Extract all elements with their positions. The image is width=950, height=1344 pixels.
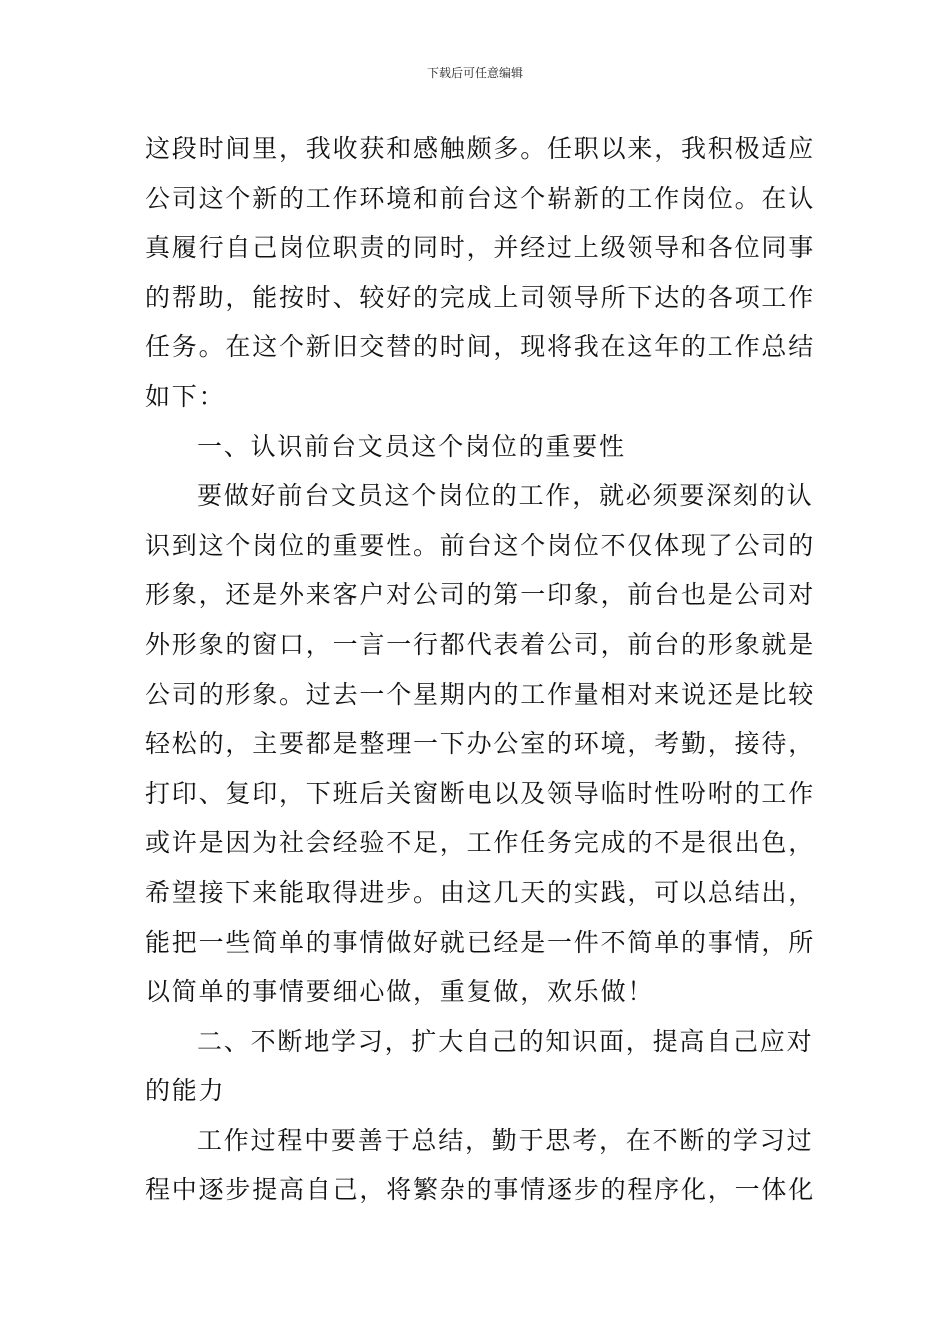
text-line: 公司的形象。过去一个星期内的工作量相对来说还是比较 [145,679,816,709]
document-body [145,124,816,1215]
text-line: 形象，还是外来客户对公司的第一印象，前台也是公司对 [145,580,816,610]
text-line: 打印、复印，下班后关窗断电以及领导临时性吩咐的工作 [145,778,816,808]
text-line: 公司这个新的工作环境和前台这个崭新的工作岗位。在认 [145,183,816,213]
text-line: 或许是因为社会经验不足，工作任务完成的不是很出色， [145,828,816,858]
text-line: 以简单的事情要细心做，重复做，欢乐做！ [145,977,655,1007]
text-line: 工作过程中要善于总结，勤于思考，在不断的学习过 [197,1125,814,1155]
text-line: 希望接下来能取得进步。由这几天的实践，可以总结出， [145,877,816,907]
text-line: 如下： [145,381,226,411]
text-line: 识到这个岗位的重要性。前台这个岗位不仅体现了公司的 [145,530,816,560]
text-line: 真履行自己岗位职责的同时，并经过上级领导和各位同事 [145,233,816,263]
page-header-note: 下载后可任意编辑 [426,66,523,80]
section-heading-2: 二、不断地学习，扩大自己的知识面，提高自己应对 [197,1026,814,1056]
text-line: 的能力 [145,1076,226,1106]
text-line: 要做好前台文员这个岗位的工作，就必须要深刻的认 [197,481,814,511]
text-line: 能把一些简单的事情做好就已经是一件不简单的事情，所 [145,927,816,957]
text-line: 任务。在这个新旧交替的时间，现将我在这年的工作总结 [145,332,816,362]
text-line: 轻松的，主要都是整理一下办公室的环境，考勤，接待， [145,729,816,759]
text-line: 这段时间里，我收获和感触颇多。任职以来，我积极适应 [145,134,816,163]
text-line: 外形象的窗口，一言一行都代表着公司，前台的形象就是 [145,629,816,659]
text-line: 的帮助，能按时、较好的完成上司领导所下达的各项工作 [145,282,816,312]
text-line: 程中逐步提高自己，将繁杂的事情逐步的程序化，一体化 [145,1175,816,1205]
section-heading-1: 一、认识前台文员这个岗位的重要性 [197,431,626,461]
